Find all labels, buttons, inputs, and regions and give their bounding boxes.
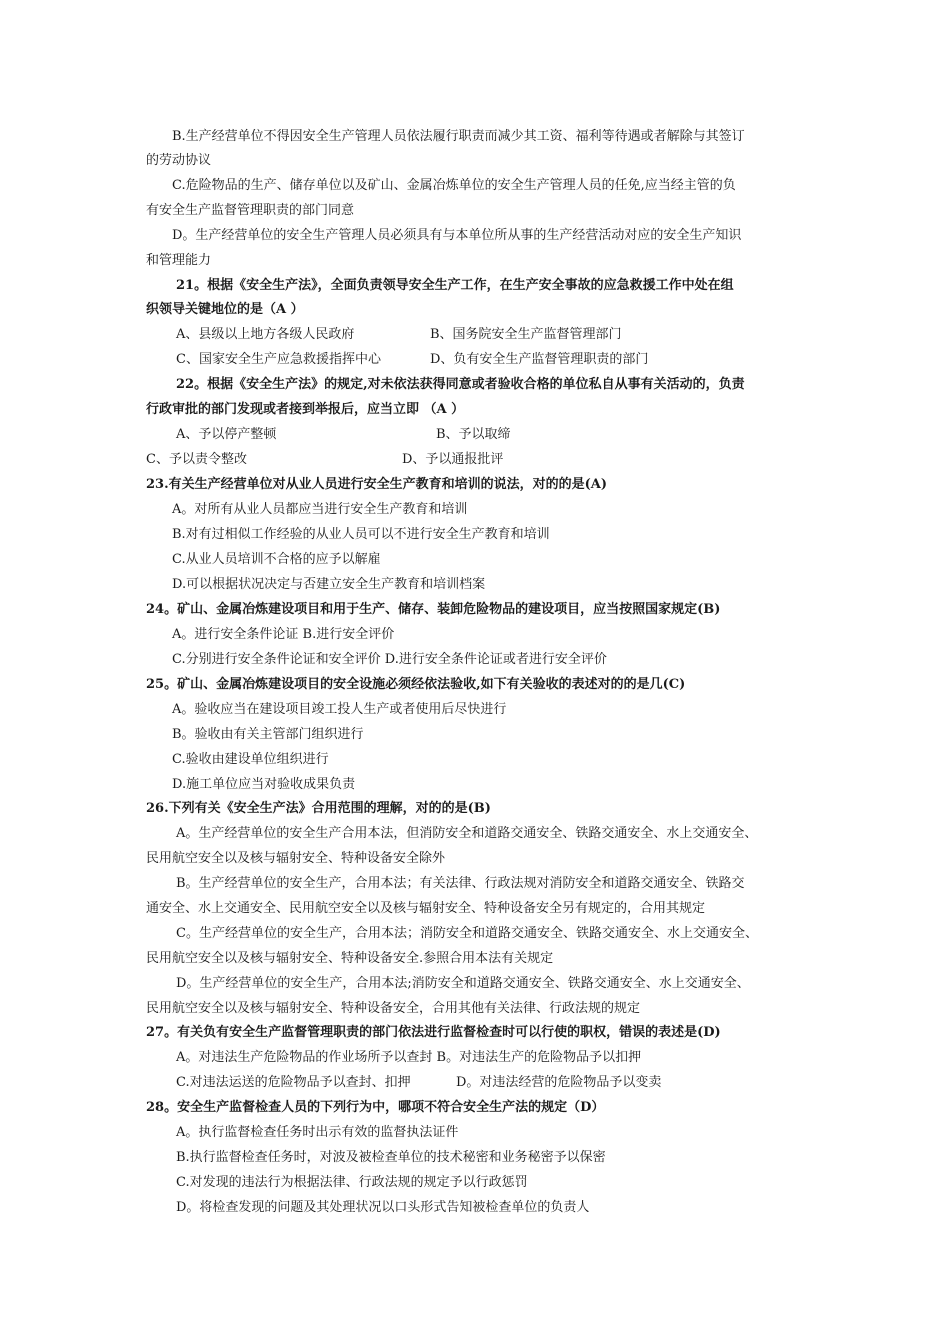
q26-option-b-line2: 通安全、水上交通安全、民用航空安全以及核与辐射安全、特种设备安全另有规定的，合用其规定 <box>146 901 706 916</box>
q21-option-b: B、国务院安全生产监督管理部门 <box>430 327 622 342</box>
q27-stem: 27。有关负有安全生产监督管理职责的部门依法进行监督检查时可以行使的职权，错误的表述是(D) <box>146 1025 721 1040</box>
q28-option-c: C.对发现的违法行为根据法律、行政法规的规定予以行政惩罚 <box>176 1175 528 1190</box>
q25-option-d: D.施工单位应当对验收成果负责 <box>172 777 356 792</box>
q28-option-d: D。将检查发现的问题及其处理状况以口头形式告知被检查单位的负责人 <box>176 1200 590 1215</box>
q28-option-a: A。执行监督检查任务时出示有效的监督执法证件 <box>176 1125 459 1140</box>
q23-option-a: A。对所有从业人员都应当进行安全生产教育和培训 <box>172 502 468 517</box>
q21-option-c: C、国家安全生产应急救援指挥中心 <box>176 352 381 367</box>
q23-option-d: D.可以根据状况决定与否建立安全生产教育和培训档案 <box>172 577 486 592</box>
q20-option-b-line1: B.生产经营单位不得因安全生产管理人员依法履行职责而减少其工资、福利等待遇或者解除与其签订 <box>172 129 745 144</box>
q27-options-ab: A。对违法生产危险物品的作业场所予以查封 B。对违法生产的危险物品予以扣押 <box>176 1050 642 1065</box>
q26-option-a-line2: 民用航空安全以及核与辐射安全、特种设备安全除外 <box>146 851 446 866</box>
q22-option-c: C、予以责令整改 <box>146 452 247 467</box>
q25-option-b: B。验收由有关主管部门组织进行 <box>172 727 364 742</box>
q21-option-a: A、县级以上地方各级人民政府 <box>176 327 355 342</box>
q27-option-d: D。对违法经营的危险物品予以变卖 <box>456 1075 662 1090</box>
q24-options-ab: A。进行安全条件论证 B.进行安全评价 <box>172 627 395 642</box>
q26-option-c-line2: 民用航空安全以及核与辐射安全、特种设备安全.参照合用本法有关规定 <box>146 951 554 966</box>
q22-stem-line2: 行政审批的部门发现或者接到举报后，应当立即 （A ） <box>146 402 465 417</box>
q20-option-c-line2: 有安全生产监督管理职责的部门同意 <box>146 203 355 218</box>
q20-option-b-line2: 的劳动协议 <box>146 153 212 168</box>
q22-stem-line1: 22。根据《安全生产法》的规定,对未依法获得同意或者验收合格的单位私自从事有关活动的，负责 <box>176 377 745 392</box>
q22-option-d: D、予以通报批评 <box>402 452 504 467</box>
q26-stem: 26.下列有关《安全生产法》合用范围的理解，对的的是(B) <box>146 801 491 816</box>
q26-option-d-line2: 民用航空安全以及核与辐射安全、特种设备安全，合用其他有关法律、行政法规的规定 <box>146 1001 641 1016</box>
q23-option-c: C.从业人员培训不合格的应予以解雇 <box>172 552 381 567</box>
q26-option-b-line1: B。生产经营单位的安全生产，合用本法；有关法律、行政法规对消防安全和道路交通安全、铁路交 <box>176 876 745 891</box>
q21-option-d: D、负有安全生产监督管理职责的部门 <box>430 352 649 367</box>
q21-stem-line1: 21。根据《安全生产法》，全面负责领导安全生产工作，在生产安全事故的应急救援工作中处在组 <box>176 278 734 293</box>
q23-option-b: B.对有过相似工作经验的从业人员可以不进行安全生产教育和培训 <box>172 527 550 542</box>
q20-option-c-line1: C.危险物品的生产、储存单位以及矿山、金属冶炼单位的安全生产管理人员的任免,应当经主管的负 <box>172 178 736 193</box>
q28-option-b: B.执行监督检查任务时，对波及被检查单位的技术秘密和业务秘密予以保密 <box>176 1150 606 1165</box>
q21-stem-line2: 织领导关键地位的是（A ） <box>146 302 304 317</box>
q20-option-d-line1: D。生产经营单位的安全生产管理人员必须具有与本单位所从事的生产经营活动对应的安全生产知识 <box>172 228 742 243</box>
q23-stem: 23.有关生产经营单位对从业人员进行安全生产教育和培训的说法，对的的是(A) <box>146 477 608 492</box>
q24-options-cd: C.分别进行安全条件论证和安全评价 D.进行安全条件论证或者进行安全评价 <box>172 652 607 667</box>
q22-option-b: B、予以取缔 <box>436 427 511 442</box>
q22-option-a: A、予以停产整顿 <box>176 427 277 442</box>
q25-option-c: C.验收由建设单位组织进行 <box>172 752 329 767</box>
q26-option-d-line1: D。生产经营单位的安全生产，合用本法;消防安全和道路交通安全、铁路交通安全、水上交通安全、 <box>176 976 750 991</box>
q25-stem: 25。矿山、金属冶炼建设项目的安全设施必须经依法验收,如下有关验收的表述对的的是几(C) <box>146 677 686 692</box>
q28-stem: 28。安全生产监督检查人员的下列行为中，哪项不符合安全生产法的规定（D） <box>146 1100 605 1115</box>
q25-option-a: A。验收应当在建设项目竣工投人生产或者使用后尽快进行 <box>172 702 507 717</box>
q26-option-c-line1: C。生产经营单位的安全生产，合用本法；消防安全和道路交通安全、铁路交通安全、水上交通安全、 <box>176 926 758 941</box>
q20-option-d-line2: 和管理能力 <box>146 253 212 268</box>
q26-option-a-line1: A。生产经营单位的安全生产合用本法，但消防安全和道路交通安全、铁路交通安全、水上交通安全、 <box>176 826 758 841</box>
q24-stem: 24。矿山、金属冶炼建设项目和用于生产、储存、装卸危险物品的建设项目，应当按照国家规定(B) <box>146 602 721 617</box>
q27-option-c: C.对违法运送的危险物品予以查封、扣押 <box>176 1075 411 1090</box>
